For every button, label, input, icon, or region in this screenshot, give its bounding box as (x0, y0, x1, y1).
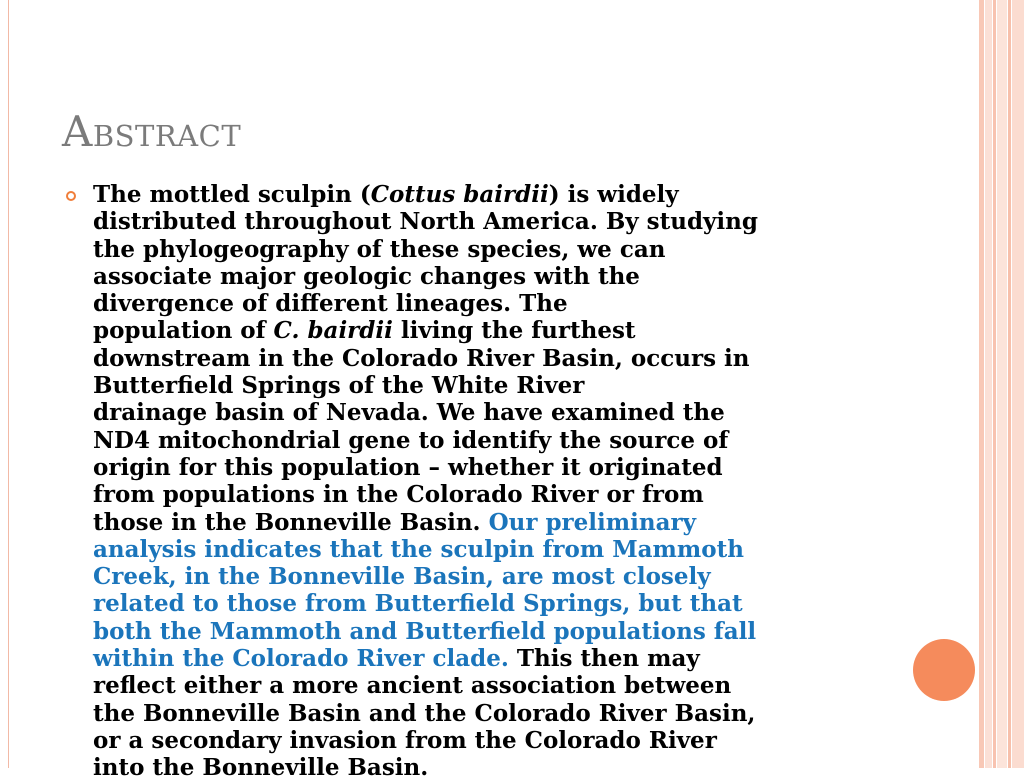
abstract-text-3: living the furthest downstream in the Colorado River Basin, occurs in Butterfield Springs of the White River drainage basin of Nevada. We have examined the ND4 mitochondrial gene to identify the source of origin for this population – whether it originated from populations in the Colorado River or from those in the Bonneville Basin. (93, 317, 750, 536)
bullet-icon (66, 191, 76, 201)
slide-border-left (8, 0, 9, 768)
accent-circle (913, 639, 975, 701)
abstract-text-1: The mottled sculpin ( (93, 181, 371, 208)
decorative-stripe (985, 0, 992, 768)
abstract-text-4: This then may reflect either a more ancient association between the Bonneville Basin and the Colorado River Basin, or a secondary invasion from the Colorado River into the Bonneville Basin. (93, 645, 756, 782)
decorative-stripe (979, 0, 984, 768)
species-short-name: C. bairdii (273, 317, 393, 345)
decorative-stripe (1008, 0, 1011, 768)
slide-title (62, 108, 241, 156)
slide-title-text: Abstract (62, 107, 242, 156)
decorative-stripe (993, 0, 996, 768)
species-name: Cottus bairdii (370, 181, 549, 208)
decorative-stripe (997, 0, 1007, 768)
abstract-highlight: Our preliminary analysis indicates that the sculpin from Mammoth Creek, in the Bonneville Basin, are most closely related to those from Butterfield Springs, but that both the Mammoth and Butterfield populations fall within the Colorado River clade. (93, 508, 757, 673)
abstract-text-2: ) is widely distributed throughout North America. By studying the phylogeography of these species, we can associate major geologic changes with the divergence of different lineages. The population of (93, 181, 758, 345)
abstract-paragraph (93, 181, 883, 782)
decorative-stripe (1012, 0, 1024, 768)
